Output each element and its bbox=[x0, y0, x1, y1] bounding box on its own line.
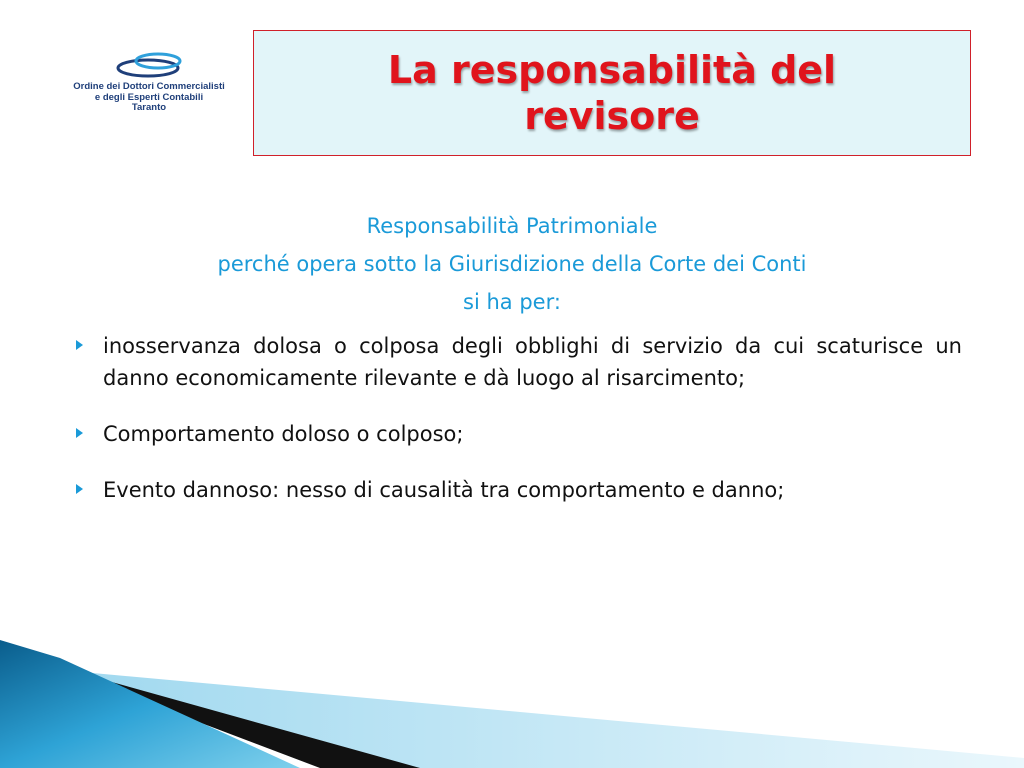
corner-decoration bbox=[0, 640, 1024, 768]
intro-line3: si ha per: bbox=[463, 290, 561, 314]
bullet-list bbox=[72, 330, 962, 530]
logo-text-line1: Ordine dei Dottori Commercialisti bbox=[73, 81, 225, 92]
bullet-text: inosservanza dolosa o colposa degli obblighi di servizio da cui scaturisce un danno economicamente rilevante e dà luogo al risarcimento; bbox=[103, 334, 962, 390]
slide-title bbox=[388, 47, 836, 139]
triangle-right-icon bbox=[76, 484, 83, 494]
intro-line1: Responsabilità Patrimoniale bbox=[366, 214, 658, 238]
slide-title-line1: La responsabilità del bbox=[387, 48, 837, 92]
bullet-item bbox=[72, 418, 962, 450]
bullet-item bbox=[72, 330, 962, 394]
triangle-right-icon bbox=[76, 340, 83, 350]
logo-rings-icon bbox=[112, 50, 192, 82]
logo-text-line2: e degli Esperti Contabili bbox=[94, 91, 204, 103]
title-box bbox=[253, 30, 971, 156]
bullet-text: Evento dannoso: nesso di causalità tra comportamento e danno; bbox=[103, 478, 785, 502]
logo bbox=[60, 50, 238, 116]
slide-title-line2: revisore bbox=[524, 94, 700, 138]
bullet-text: Comportamento doloso o colposo; bbox=[103, 422, 464, 446]
logo-text bbox=[60, 82, 238, 114]
logo-text-line3: Taranto bbox=[131, 102, 167, 113]
intro-block bbox=[60, 207, 964, 321]
intro-line2: perché opera sotto la Giurisdizione della Corte dei Conti bbox=[217, 252, 807, 276]
triangle-right-icon bbox=[76, 428, 83, 438]
bullet-item bbox=[72, 474, 962, 506]
